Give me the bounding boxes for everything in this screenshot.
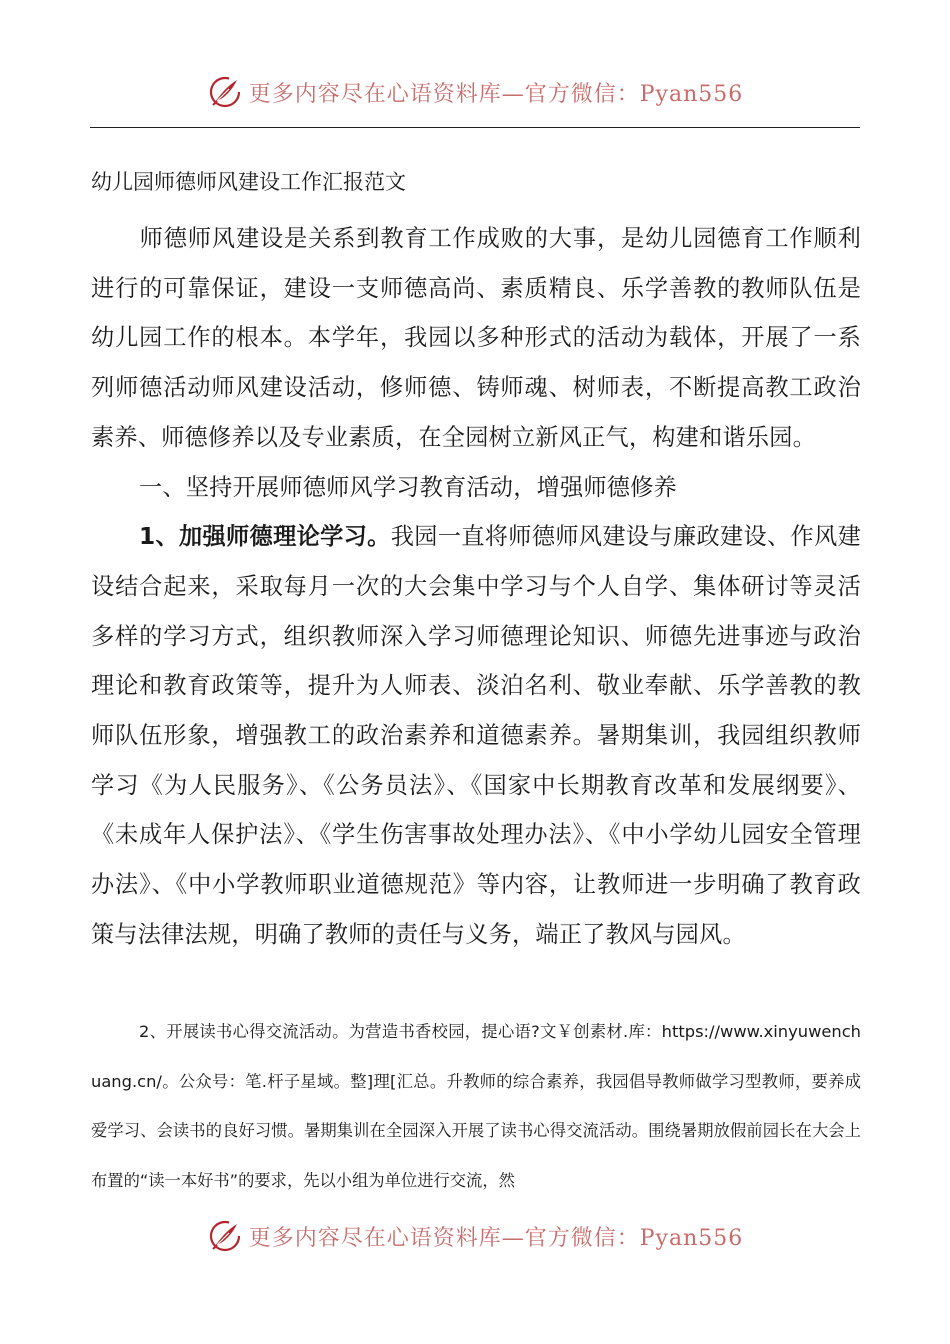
- document-title: 幼儿园师德师风建设工作汇报范文: [91, 170, 406, 194]
- footer-watermark-text: 更多内容尽在心语资料库—官方微信：Pyan556: [248, 1225, 744, 1251]
- document-body: [91, 214, 861, 960]
- section-heading-text: 一、坚持开展师德师风学习教育活动，增强师德修养: [139, 473, 677, 501]
- quill-logo-icon: [207, 74, 243, 110]
- header-divider: [90, 127, 860, 128]
- item1-lead: 1、加强师德理论学习。: [139, 523, 391, 551]
- intro-paragraph: [91, 214, 861, 463]
- item1-body: 我园一直将师德师风建设与廉政建设、作风建设结合起来，采取每月一次的大会集中学习与个人自学、集体研讨等灵活多样的学习方式，组织教师深入学习师德理论知识、师德先进事迹与政治理论和教育政策等，提升为人师表、淡泊名利、敬业奉献、乐学善教的教师队伍形象，增强教工的政治素养和道德素养。暑期集训，我园组织教师学习《为人民服务》、《公务员法》、《国家中长期教育改革和发展纲要》、《未成年人保护法》、《学生伤害事故处理办法》、《中小学幼儿园安全管理办法》、《中小学教师职业道德规范》等内容，让教师进一步明确了教育政策与法律法规，明确了教师的责任与义务，端正了教风与园风。: [91, 523, 861, 948]
- intro-text: 师德师风建设是关系到教育工作成败的大事，是幼儿园德育工作顺利进行的可靠保证，建设一支师德高尚、素质精良、乐学善教的教师队伍是幼儿园工作的根本。本学年，我园以多种形式的活动为载体，开展了一系列师德活动师风建设活动，修师德、铸师魂、树师表，不断提高教工政治素养、师德修养以及专业素质，在全园树立新风正气，构建和谐乐园。: [91, 225, 861, 451]
- item2-text: 2、开展读书心得交流活动。为营造书香校园，提心语?文￥创素材.库：https://www.xinyuwenchuang.cn/。公众号：笔.杆子星域。整]理[汇总。升教师的综合素养，我园倡导教师做学习型教师，要养成爱学习、会读书的良好习惯。暑期集训在全园深入开展了读书心得交流活动。围绕暑期放假前园长在大会上布置的“读一本好书”的要求，先以小组为单位进行交流，然: [91, 1022, 861, 1190]
- header-watermark: [0, 70, 950, 114]
- section-heading: [91, 463, 861, 513]
- header-watermark-text: 更多内容尽在心语资料库—官方微信：Pyan556: [248, 81, 744, 107]
- quill-logo-icon: [207, 1218, 243, 1254]
- footer-watermark: [0, 1214, 950, 1258]
- item1-paragraph: [91, 512, 861, 959]
- item2-paragraph: [91, 1007, 861, 1205]
